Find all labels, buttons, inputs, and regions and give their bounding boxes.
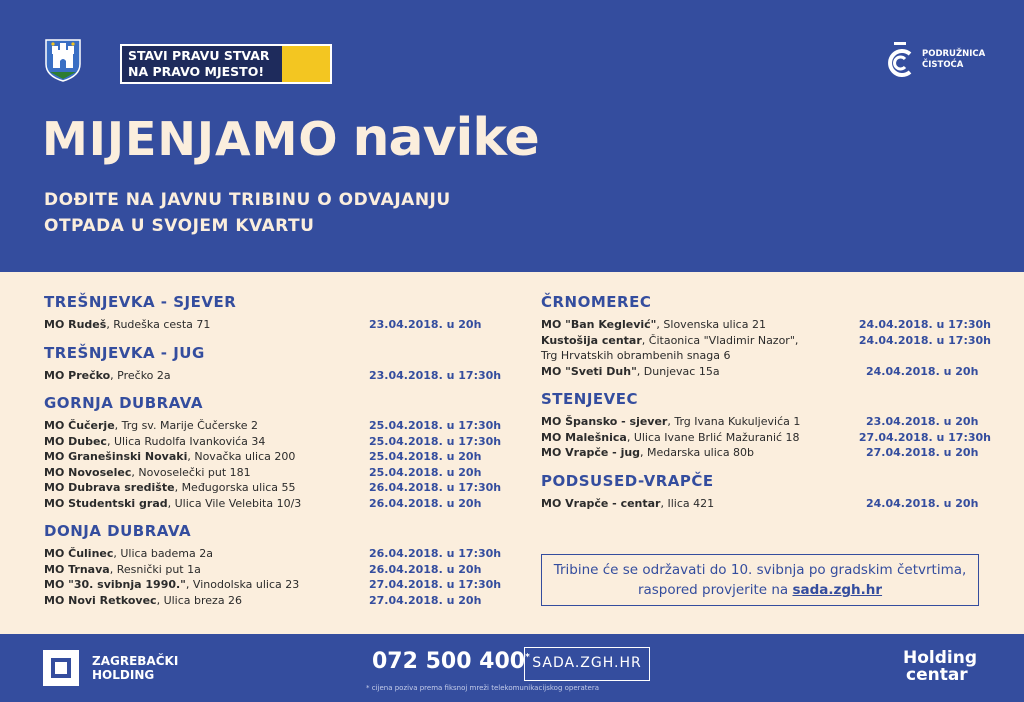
venue-name: MO Novi Retkovec: [44, 593, 157, 607]
venue-address: , Novoselečki put 181: [131, 465, 251, 479]
venue: [44, 577, 369, 593]
district-title: STENJEVEC: [541, 390, 639, 408]
venue-address: , Resnički put 1a: [109, 562, 201, 576]
schedule-row: [44, 593, 504, 609]
slogan-line-1: STAVI PRAVU STVAR: [128, 48, 270, 63]
schedule-row: [44, 562, 504, 578]
district-title: DONJA DUBRAVA: [44, 522, 192, 540]
event-date: 26.04.2018. u 17:30h: [369, 481, 502, 494]
event-date: 23.04.2018. u 20h: [866, 415, 979, 428]
headline-accent: navike: [352, 108, 539, 168]
venue-name: MO Vrapče - jug: [541, 446, 641, 459]
schedule-row: [541, 333, 991, 349]
venue: [541, 445, 866, 461]
subtitle-line-2: OTPADA U SVOJEM KVARTU: [44, 216, 315, 236]
venue-name: MO "Ban Keglević": [541, 318, 657, 331]
venue-name: MO "30. svibnja 1990.": [44, 578, 186, 591]
venue: [44, 465, 369, 481]
slogan-text: [122, 46, 282, 82]
venue: [44, 546, 369, 562]
venue-address: , Ulica badema 2a: [113, 547, 213, 560]
venue-address: , Ulica Vile Velebita 10/3: [167, 496, 302, 510]
venue-address: , Ulica breza 26: [156, 593, 243, 607]
venue-name: MO Špansko - sjever: [541, 415, 668, 428]
event-date: 27.04.2018. u 17:30h: [369, 578, 502, 591]
venue-name: MO Dubrava središte: [44, 481, 175, 494]
event-date: 24.04.2018. u 17:30h: [858, 333, 991, 347]
venue: [44, 562, 369, 578]
headline-main: MIJENJAMO: [42, 112, 339, 166]
venue: [44, 496, 369, 512]
venue-address: , Novačka ulica 200: [187, 450, 296, 463]
slogan-line-2: NA PRAVO MJESTO!: [128, 64, 265, 79]
venue-name: MO Studentski grad: [44, 496, 168, 510]
event-date: 26.04.2018. u 20h: [369, 496, 482, 510]
cistoca-logo: [884, 42, 985, 78]
venue-address: , Trg sv. Marije Čučerske 2: [114, 419, 259, 432]
venue-address: , Dunjevac 15a: [636, 364, 720, 378]
event-date: 25.04.2018. u 20h: [369, 465, 482, 479]
venue-address: Trg Hrvatskih obrambenih snaga 6: [541, 349, 731, 362]
venue-name: MO Granešinski Novaki: [44, 450, 188, 463]
venue-address: , Čitaonica "Vladimir Nazor",: [641, 333, 799, 347]
schedule-row: [44, 465, 504, 481]
schedule-row: [44, 449, 504, 465]
event-date: 25.04.2018. u 17:30h: [369, 419, 502, 432]
venue: [44, 480, 369, 496]
venue-name: MO Malešnica: [541, 430, 627, 444]
subtitle-line-1: DOĐITE NA JAVNU TRIBINU O ODVAJANJU: [44, 190, 451, 210]
venue-address: , Ulica Rudolfa Ivankovića 34: [106, 434, 266, 448]
schedule-row: [541, 317, 991, 333]
venue: [44, 317, 369, 333]
headline: [42, 108, 539, 168]
schedule-row: [541, 496, 991, 512]
company-name-line-1: ZAGREBAČKI: [92, 654, 179, 668]
venue-name: MO Dubec: [44, 434, 107, 448]
event-date: 24.04.2018. u 20h: [866, 496, 979, 510]
event-date: 25.04.2018. u 20h: [369, 450, 482, 463]
event-date: 26.04.2018. u 17:30h: [369, 547, 502, 560]
schedule-row: [44, 434, 504, 450]
footer-bar: [0, 634, 1024, 702]
cistoca-label-line-1: PODRUŽNICA: [922, 49, 986, 59]
venue: [541, 348, 866, 364]
schedule-row: [44, 480, 504, 496]
schedule-row: [541, 430, 991, 446]
schedule-row: [44, 546, 504, 562]
website-link[interactable]: SADA.ZGH.HR: [524, 647, 650, 681]
schedule-row: [44, 577, 504, 593]
venue-address: , Ulica Ivane Brlić Mažuranić 18: [626, 430, 800, 444]
event-date: 25.04.2018. u 17:30h: [369, 434, 502, 448]
district-title: TREŠNJEVKA - SJEVER: [44, 293, 237, 311]
company-name: [92, 654, 178, 682]
schedule-row: [541, 364, 991, 380]
venue: [44, 593, 369, 609]
venue-name: MO Trnava: [44, 562, 110, 576]
zagrebacki-holding-logo-icon: [43, 650, 79, 686]
event-date: 27.04.2018. u 20h: [369, 593, 482, 607]
zagreb-crest-icon: [44, 36, 82, 82]
schedule-row: [44, 317, 504, 333]
venue-address: , Rudeška cesta 71: [106, 318, 211, 331]
venue-address: , Medarska ulica 80b: [640, 446, 755, 459]
venue-name: MO Novoselec: [44, 465, 132, 479]
cistoca-label: [922, 49, 985, 71]
holding-centar-logo: [903, 650, 977, 684]
schedule-row: [541, 414, 991, 430]
header-banner: [0, 0, 1024, 272]
venue-address: , Trg Ivana Kukuljevića 1: [667, 415, 801, 428]
event-date: 26.04.2018. u 20h: [369, 562, 482, 576]
event-date: 24.04.2018. u 20h: [866, 364, 979, 378]
phone-number[interactable]: [372, 649, 530, 674]
note-line-2: [542, 580, 978, 600]
venue: [541, 430, 859, 446]
slogan-color-swatch: [282, 46, 330, 82]
venue: [44, 434, 369, 450]
venue-name: MO Čučerje: [44, 419, 115, 432]
venue-address: , Prečko 2a: [110, 368, 171, 382]
cistoca-icon: [884, 42, 916, 78]
brand-line-2: centar: [906, 665, 968, 685]
venue-name: Kustošija centar: [541, 333, 642, 347]
venue: [541, 333, 859, 349]
schedule-row: [44, 368, 504, 384]
fineprint: * cijena poziva prema fiksnoj mreži telekomunikacijskog operatera: [366, 684, 600, 692]
note-line-2-text: raspored provjerite na: [637, 582, 793, 598]
note-link[interactable]: sada.zgh.hr: [792, 582, 883, 598]
company-name-line-2: HOLDING: [92, 668, 155, 682]
venue: [541, 364, 866, 380]
schedule-row: [541, 445, 991, 461]
venue-name: MO Rudeš: [44, 318, 107, 331]
venue-name: MO "Sveti Duh": [541, 364, 637, 378]
venue-address: , Međugorska ulica 55: [174, 481, 296, 494]
event-date: 23.04.2018. u 20h: [369, 318, 482, 331]
schedule-row: [44, 418, 504, 434]
venue: [541, 496, 866, 512]
subtitle: [44, 187, 451, 239]
slogan-badge: [120, 44, 332, 84]
event-date: 27.04.2018. u 17:30h: [858, 430, 991, 444]
phone-asterisk: *: [525, 652, 530, 663]
note-line-1: Tribine će se održavati do 10. svibnja po gradskim četvrtima,: [553, 562, 967, 578]
venue-name: MO Prečko: [44, 368, 111, 382]
venue: [44, 368, 369, 384]
district-title: TREŠNJEVKA - JUG: [44, 343, 205, 362]
event-date: 27.04.2018. u 20h: [866, 446, 979, 459]
schedule-left-column: [44, 292, 504, 608]
event-date: 23.04.2018. u 17:30h: [369, 368, 502, 382]
district-title: PODSUSED-VRAPČE: [541, 471, 714, 490]
brand-line-1: Holding: [903, 648, 978, 668]
event-date: 24.04.2018. u 17:30h: [858, 318, 991, 331]
venue-name: MO Vrapče - centar: [541, 496, 661, 510]
venue: [541, 317, 859, 333]
schedule-right-column: [541, 292, 991, 511]
phone-digits: 072 500 400: [372, 649, 526, 674]
venue-address: , Ilica 421: [660, 496, 715, 510]
venue: [44, 418, 369, 434]
venue: [44, 449, 369, 465]
schedule-row: [541, 348, 991, 364]
district-title: ČRNOMEREC: [541, 293, 652, 311]
venue-name: MO Čulinec: [44, 547, 114, 560]
district-title: GORNJA DUBRAVA: [44, 394, 203, 412]
cistoca-label-line-2: ČISTOĆA: [922, 60, 964, 70]
schedule-row: [44, 496, 504, 512]
venue-address: , Vinodolska ulica 23: [185, 578, 300, 591]
venue-address: , Slovenska ulica 21: [656, 318, 766, 331]
info-note-box: [541, 554, 979, 606]
venue: [541, 414, 866, 430]
